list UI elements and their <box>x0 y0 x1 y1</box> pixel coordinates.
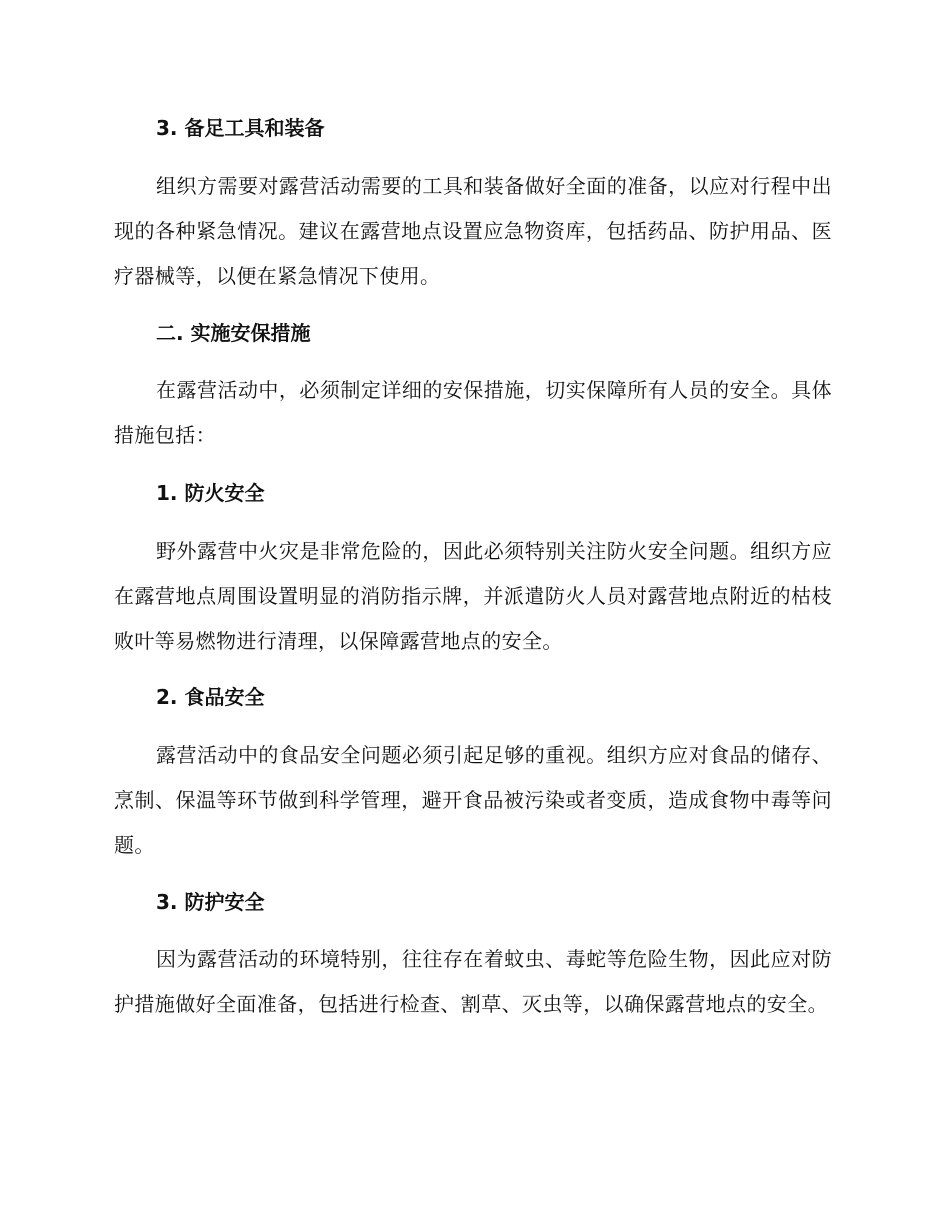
section-heading-security-measures: 二. 实施安保措施 <box>156 321 311 345</box>
section-paragraph-protection-safety: 因为露营活动的环境特别，往往存在着蚊虫、毒蛇等危险生物，因此应对防护措施做好全面准备，包括进行检查、割草、灭虫等，以确保露营地点的安全。 <box>114 947 832 1016</box>
section-heading-tools: 3. 备足工具和装备 <box>156 116 325 140</box>
section-paragraph-tools: 组织方需要对露营活动需要的工具和装备做好全面的准备，以应对行程中出现的各种紧急情况。建议在露营地点设置应急物资库，包括药品、防护用品、医疗器械等，以便在紧急情况下使用。 <box>114 174 832 288</box>
section-paragraph-food-safety: 露营活动中的食品安全问题必须引起足够的重视。组织方应对食品的储存、烹制、保温等环节做到科学管理，避开食品被污染或者变质，造成食物中毒等问题。 <box>114 743 832 857</box>
section-heading-food-safety: 2. 食品安全 <box>156 685 265 709</box>
section-heading-protection-safety: 3. 防护安全 <box>156 890 265 914</box>
section-paragraph-security-measures: 在露营活动中，必须制定详细的安保措施，切实保障所有人员的安全。具体措施包括： <box>114 378 832 447</box>
section-paragraph-fire-safety: 野外露营中火灾是非常危险的，因此必须特别关注防火安全问题。组织方应在露营地点周围设置明显的消防指示牌，并派遣防火人员对露营地点附近的枯枝败叶等易燃物进行清理，以保障露营地点的安全。 <box>114 539 832 653</box>
section-heading-fire-safety: 1. 防火安全 <box>156 481 265 505</box>
